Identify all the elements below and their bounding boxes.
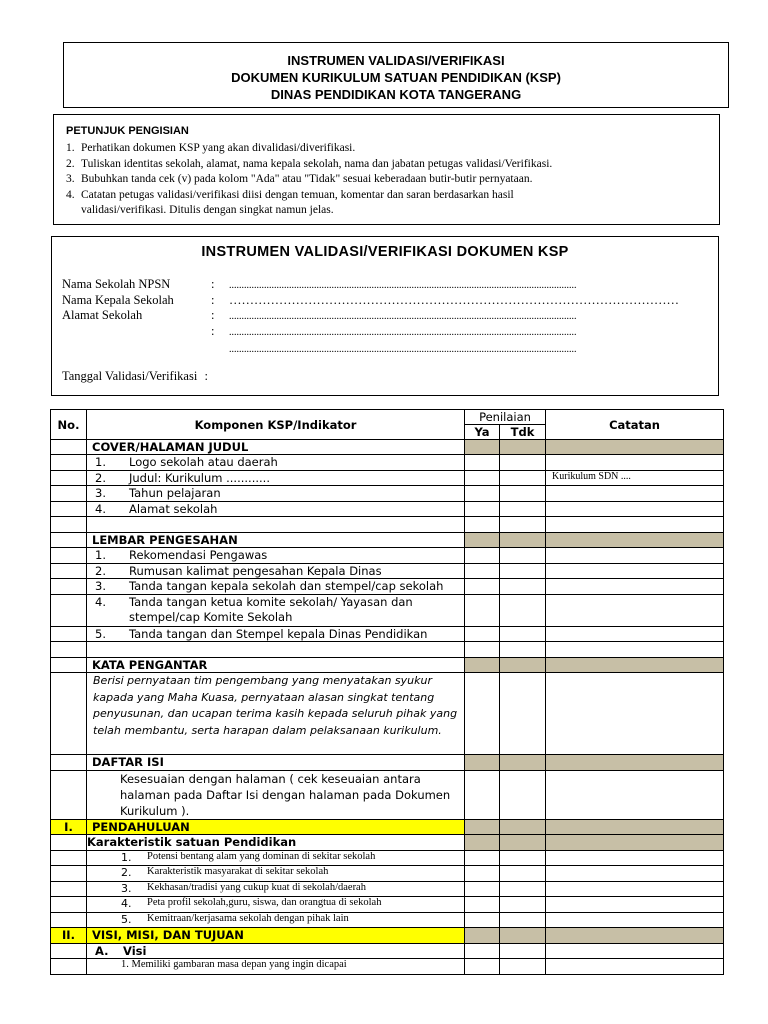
check-ya[interactable]: [465, 850, 500, 866]
header-notes: Catatan: [546, 410, 724, 440]
check-ya[interactable]: [465, 673, 500, 755]
ksp-checklist-table: [50, 409, 724, 975]
check-ya[interactable]: [465, 959, 500, 975]
instructions-box: [53, 114, 720, 225]
notes-cell[interactable]: [546, 866, 724, 882]
notes-cell[interactable]: [546, 881, 724, 897]
notes-cell[interactable]: [546, 563, 724, 579]
header-assessment: Penilaian: [465, 410, 546, 425]
check-ya[interactable]: [465, 455, 500, 471]
check-tdk[interactable]: [500, 594, 546, 626]
header-line-2: DOKUMEN KURIKULUM SATUAN PENDIDIKAN (KSP): [231, 70, 561, 85]
table-row: [51, 517, 724, 533]
notes-cell[interactable]: [546, 850, 724, 866]
notes-cell[interactable]: [546, 770, 724, 819]
notes-cell[interactable]: [546, 897, 724, 913]
subsection-karakteristik: Karakteristik satuan Pendidikan: [87, 835, 465, 851]
section-number-1: I.: [51, 819, 87, 835]
table-row: 4. Alamat sekolah: [51, 501, 724, 517]
header-line-3: DINAS PENDIDIKAN KOTA TANGERANG: [270, 87, 522, 102]
check-ya[interactable]: [465, 881, 500, 897]
date-colon: :: [204, 369, 208, 383]
school-address-row[interactable]: Alamat Sekolah : ...........................................................................................................................................: [62, 308, 577, 322]
notes-cell[interactable]: [546, 548, 724, 564]
section-title-visi-misi: VISI, MISI, DAN TUJUAN: [87, 928, 465, 944]
check-tdk[interactable]: [500, 626, 546, 642]
table-row: 2. Rumusan kalimat pengesahan Kepala Dinas: [51, 563, 724, 579]
check-tdk[interactable]: [500, 563, 546, 579]
check-tdk[interactable]: [500, 850, 546, 866]
check-tdk[interactable]: [500, 881, 546, 897]
subsection-visi: A. Visi: [87, 943, 465, 959]
instruction-item: 3. Bubuhkan tanda cek (v) pada kolom "Ada" atau "Tidak" sesuai keberadaan butir-butir pernyataan.: [66, 173, 533, 185]
principal-name-field[interactable]: ………………………………………………………………………………………………: [229, 293, 679, 307]
table-row: [51, 642, 724, 658]
section-title-cover: COVER/HALAMAN JUDUL: [87, 440, 465, 455]
header-line-1: INSTRUMEN VALIDASI/VERIFIKASI: [287, 53, 505, 68]
notes-cell[interactable]: [546, 626, 724, 642]
table-row: [51, 928, 724, 944]
daftar-isi-description: Kesesuaian dengan halaman ( cek keseuaian antara halaman pada Daftar Isi dengan halaman pada Dokumen Kurikulum ).: [87, 770, 465, 819]
check-tdk[interactable]: [500, 959, 546, 975]
check-ya[interactable]: [465, 470, 500, 486]
school-address-field-2[interactable]: ...........................................................................................................................................: [229, 327, 577, 338]
notes-cell[interactable]: [546, 959, 724, 975]
school-name-row[interactable]: Nama Sekolah NPSN : ...........................................................................................................................................: [62, 277, 577, 291]
section-title-pengesahan: LEMBAR PENGESAHAN: [87, 532, 465, 548]
date-row[interactable]: [62, 369, 208, 384]
school-address-field[interactable]: ...........................................................................................................................................: [229, 311, 577, 322]
table-row: [51, 657, 724, 673]
table-row: [51, 440, 724, 455]
check-ya[interactable]: [465, 770, 500, 819]
header-tdk: Tdk: [500, 425, 546, 440]
notes-cell[interactable]: [546, 912, 724, 928]
check-tdk[interactable]: [500, 486, 546, 502]
school-address-field-3[interactable]: ...........................................................................................................................................: [229, 344, 577, 355]
section-title-pendahuluan: PENDAHULUAN: [87, 819, 465, 835]
check-ya[interactable]: [465, 626, 500, 642]
check-tdk[interactable]: [500, 579, 546, 595]
check-ya[interactable]: [465, 486, 500, 502]
table-row: [51, 943, 724, 959]
check-tdk[interactable]: [500, 501, 546, 517]
check-tdk[interactable]: [500, 548, 546, 564]
instruction-item: 1. Perhatikan dokumen KSP yang akan divalidasi/diverifikasi.: [66, 142, 356, 154]
table-row: [51, 819, 724, 835]
check-tdk[interactable]: [500, 912, 546, 928]
table-row: 1. Rekomendasi Pengawas: [51, 548, 724, 564]
identity-form: [51, 236, 719, 396]
check-tdk[interactable]: [500, 770, 546, 819]
notes-cell[interactable]: [546, 673, 724, 755]
notes-cell[interactable]: [546, 594, 724, 626]
check-ya[interactable]: [465, 501, 500, 517]
table-row: [51, 835, 724, 851]
table-row: 2. Karakteristik masyarakat di sekitar sekolah: [51, 866, 724, 882]
section-number-2: II.: [51, 928, 87, 944]
instructions-list: [66, 141, 601, 219]
table-row: 4. Peta profil sekolah,guru, siswa, dan orangtua di sekolah: [51, 897, 724, 913]
table-row: 3. Tanda tangan kepala sekolah dan stempel/cap sekolah: [51, 579, 724, 595]
check-ya[interactable]: [465, 594, 500, 626]
instruction-item: 4. Catatan petugas validasi/verifikasi diisi dengan temuan, komentar dan saran berdasarkan hasil validasi/verifikasi. Ditulis dengan singkat namun jelas.: [66, 188, 514, 216]
table-row: 5. Tanda tangan dan Stempel kepala Dinas Pendidikan: [51, 626, 724, 642]
table-row: 3. Kekhasan/tradisi yang cukup kuat di sekolah/daerah: [51, 881, 724, 897]
check-ya[interactable]: [465, 548, 500, 564]
table-row: [51, 959, 724, 975]
pengantar-description: Berisi pernyataan tim pengembang yang menyatakan syukur kapada yang Maha Kuasa, pernyataan alasan singkat tentang penyusunan, dan ucapan terima kasih kepada seluruh pihak yang telah membantu, serta harapan dalam pelaksanaan kurikulum.: [87, 673, 465, 755]
notes-cell[interactable]: [546, 486, 724, 502]
school-address-row-2[interactable]: : ...........................................................................................................................................: [211, 324, 577, 338]
visi-item: 1. Memiliki gambaran masa depan yang ingin dicapai: [87, 959, 465, 975]
table-row: 1. Logo sekolah atau daerah: [51, 455, 724, 471]
table-row: 1. Potensi bentang alam yang dominan di sekitar sekolah: [51, 850, 724, 866]
notes-cell[interactable]: [546, 501, 724, 517]
check-tdk[interactable]: [500, 470, 546, 486]
check-ya[interactable]: [465, 912, 500, 928]
form-title: INSTRUMEN VALIDASI/VERIFIKASI DOKUMEN KSP: [201, 244, 569, 260]
instructions-title: PETUNJUK PENGISIAN: [66, 125, 189, 137]
check-tdk[interactable]: [500, 897, 546, 913]
header-component: Komponen KSP/Indikator: [87, 410, 465, 440]
check-ya[interactable]: [465, 563, 500, 579]
check-ya[interactable]: [465, 897, 500, 913]
school-address-row-3[interactable]: [62, 341, 577, 356]
table-row: [51, 673, 724, 755]
date-label: Tanggal Validasi/Verifikasi: [62, 369, 198, 383]
header-ya: Ya: [465, 425, 500, 440]
check-tdk[interactable]: [500, 455, 546, 471]
table-row: 5. Kemitraan/kerjasama sekolah dengan pihak lain: [51, 912, 724, 928]
notes-cell[interactable]: [546, 579, 724, 595]
check-ya[interactable]: [465, 579, 500, 595]
section-title-daftar-isi: DAFTAR ISI: [87, 755, 465, 771]
document-header: [63, 42, 729, 108]
check-tdk[interactable]: [500, 866, 546, 882]
header-no: No.: [51, 410, 87, 440]
table-row: [51, 770, 724, 819]
table-row: [51, 755, 724, 771]
instruction-item: 2. Tuliskan identitas sekolah, alamat, nama kepala sekolah, nama dan jabatan petugas validasi/Verifikasi.: [66, 157, 553, 170]
table-row: [51, 532, 724, 548]
school-name-field[interactable]: ...........................................................................................................................................: [229, 280, 577, 291]
table-row: 2. Judul: Kurikulum ............ Kurikulum SDN ....: [51, 470, 724, 486]
section-title-pengantar: KATA PENGANTAR: [87, 657, 465, 673]
table-row: 4. Tanda tangan ketua komite sekolah/ Yayasan dan stempel/cap Komite Sekolah: [51, 594, 724, 626]
table-row: 3. Tahun pelajaran: [51, 486, 724, 502]
notes-cell[interactable]: [546, 455, 724, 471]
check-ya[interactable]: [465, 866, 500, 882]
principal-name-row[interactable]: Nama Kepala Sekolah : ………………………………………………………………………………………………: [62, 293, 679, 307]
check-tdk[interactable]: [500, 673, 546, 755]
notes-cell[interactable]: Kurikulum SDN ....: [546, 470, 724, 486]
